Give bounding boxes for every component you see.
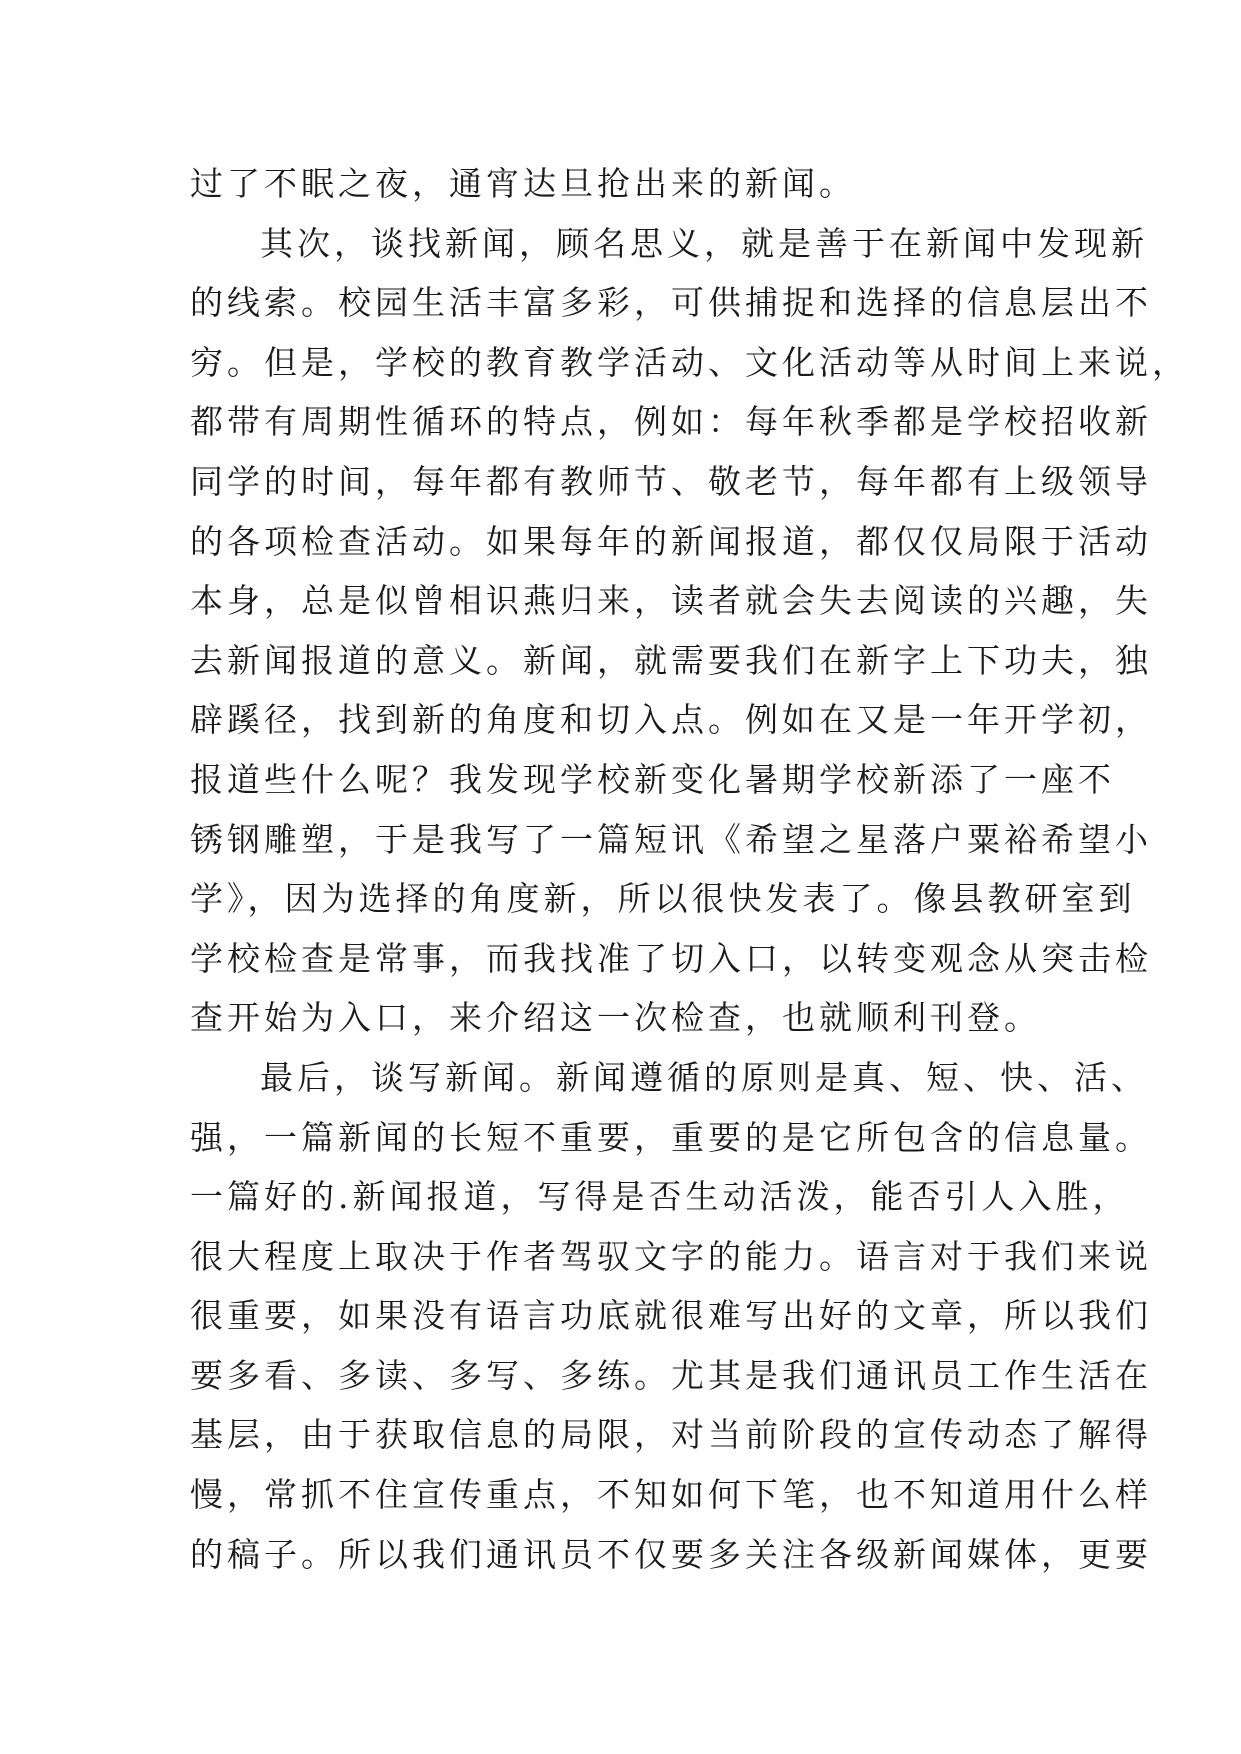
text-line: 都带有周期性循环的特点，例如：每年秋季都是学校招收新	[190, 402, 1152, 442]
paragraph-start-line: 其次，谈找新闻，顾名思义，就是善于在新闻中发现新	[260, 223, 1148, 263]
text-line: 过了不眠之夜，通宵达旦抢出来的新闻。	[190, 164, 856, 203]
text-line: 很大程度上取决于作者驾驭文字的能力。语言对于我们来说	[190, 1236, 1152, 1276]
text-line: 的各项检查活动。如果每年的新闻报道，都仅仅局限于活动	[190, 521, 1152, 561]
text-line: 同学的时间，每年都有教师节、敬老节，每年都有上级领导	[190, 461, 1152, 501]
text-line: 查开始为入口，来介绍这一次检查，也就顺利刊登。	[190, 998, 1041, 1038]
paragraph-start-line: 最后，谈写新闻。新闻遵循的原则是真、短、快、活、	[260, 1057, 1148, 1097]
text-line: 学校检查是常事，而我找准了切入口，以转变观念从突击检	[190, 938, 1152, 978]
text-line: 的稿子。所以我们通讯员不仅要多关注各级新闻媒体，更要	[190, 1534, 1152, 1574]
text-line: 报道些什么呢？我发现学校新变化暑期学校新添了一座不	[190, 759, 1115, 799]
text-line: 学》，因为选择的角度新，所以很快发表了。像县教研室到	[190, 879, 1136, 919]
text-line: 慢，常抓不住宣传重点，不知如何下笔，也不知道用什么样	[190, 1475, 1152, 1515]
body-text	[190, 154, 1189, 1584]
text-line: 基层，由于获取信息的局限，对当前阶段的宣传动态了解得	[190, 1415, 1152, 1455]
text-line: 很重要，如果没有语言功底就很难写出好的文章，所以我们	[190, 1296, 1152, 1336]
text-line: 本身，总是似曾相识燕归来，读者就会失去阅读的兴趣，失	[190, 581, 1152, 621]
text-line: 要多看、多读、多写、多练。尤其是我们通讯员工作生活在	[190, 1355, 1152, 1395]
text-line: 辟蹊径，找到新的角度和切入点。例如在又是一年开学初，	[190, 700, 1152, 740]
text-line: 强，一篇新闻的长短不重要，重要的是它所包含的信息量。	[190, 1117, 1152, 1157]
text-line: 穷。但是，学校的教育教学活动、文化活动等从时间上来说，	[190, 342, 1189, 382]
text-line: 的线索。校园生活丰富多彩，可供捕捉和选择的信息层出不	[190, 283, 1152, 323]
text-line: 去新闻报道的意义。新闻，就需要我们在新字上下功夫，独	[190, 640, 1152, 680]
text-line: 一篇好的.新闻报道，写得是否生动活泼，能否引人入胜，	[190, 1177, 1130, 1217]
text-line: 锈钢雕塑，于是我写了一篇短讯《希望之星落户粟裕希望小	[190, 819, 1152, 859]
